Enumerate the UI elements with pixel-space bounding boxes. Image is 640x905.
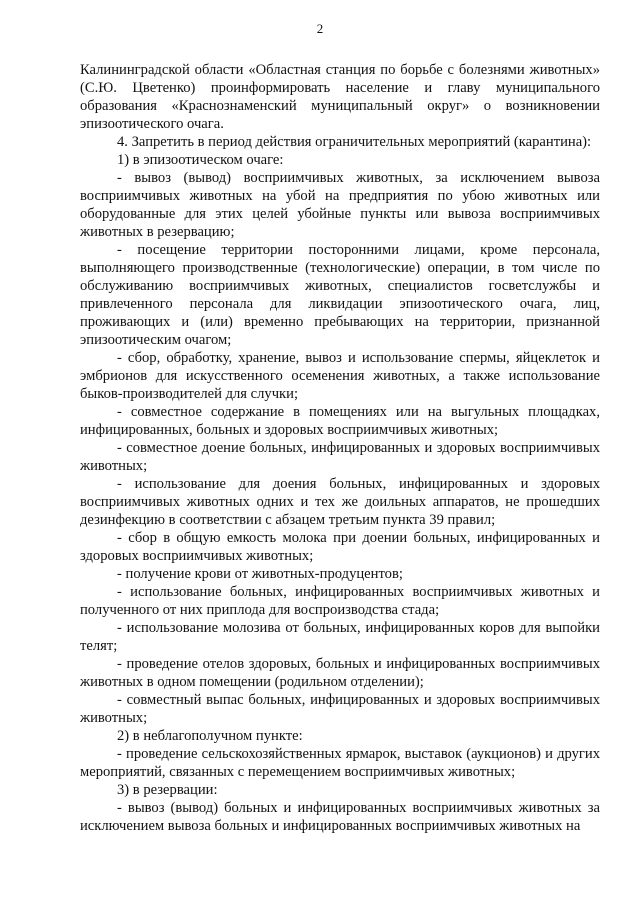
paragraph: - сбор в общую емкость молока при доении больных, инфицированных и здоровых восприимчивых животных;	[80, 530, 600, 564]
paragraph: - получение крови от животных-продуцентов;	[117, 566, 403, 582]
paragraph: - совместное доение больных, инфицированных и здоровых восприимчивых животных;	[80, 440, 600, 474]
paragraph: - посещение территории посторонними лицами, кроме персонала, выполняющего производственные (технологические) операции, в том числе по обслуживанию восприимчивых животных, специалистов госветслужбы и привлеченного персонала для ликвидации эпизоотического очага, лиц, проживающих и (или) временно пребывающих на территории, признанной эпизоотическим очагом;	[80, 242, 600, 348]
paragraph: - сбор, обработку, хранение, вывоз и использование спермы, яйцеклеток и эмбрионов для искусственного осеменения животных, а также использование быков-производителей для случки;	[80, 350, 600, 402]
paragraph: - использование молозива от больных, инфицированных коров для выпойки телят;	[80, 620, 600, 654]
paragraph: - совместный выпас больных, инфицированных и здоровых восприимчивых животных;	[80, 692, 600, 726]
paragraph: - совместное содержание в помещениях или на выгульных площадках, инфицированных, больных и здоровых восприимчивых животных;	[80, 404, 600, 438]
page-number: 2	[316, 21, 324, 36]
paragraph: Калининградской области «Областная станция по борьбе с болезнями животных» (С.Ю. Цветенко) проинформировать население и главу муниципального образования «Краснознаменский муниципальный округ» о возникновении эпизоотического очага.	[80, 62, 600, 132]
paragraph: - использование для доения больных, инфицированных и здоровых восприимчивых животных одних и тех же доильных аппаратов, не прошедших дезинфекцию в соответствии с абзацем третьим пункта 39 правил;	[80, 476, 600, 528]
paragraph: - проведение отелов здоровых, больных и инфицированных восприимчивых животных в одном помещении (родильном отделении);	[80, 656, 600, 690]
document-body	[80, 61, 600, 835]
paragraph: - вывоз (вывод) больных и инфицированных восприимчивых животных за исключением вывоза больных и инфицированных восприимчивых животных на	[80, 800, 600, 834]
paragraph: - проведение сельскохозяйственных ярмарок, выставок (аукционов) и других мероприятий, связанных с перемещением восприимчивых животных;	[80, 746, 600, 780]
paragraph: 4. Запретить в период действия ограничительных мероприятий (карантина):	[117, 134, 592, 150]
paragraph: - вывоз (вывод) восприимчивых животных, за исключением вывоза восприимчивых животных на убой на предприятия по убою животных или оборудованные для этих целей убойные пункты или вывоза восприимчивых животных в резервацию;	[80, 170, 600, 240]
paragraph: 2) в неблагополучном пункте:	[117, 728, 303, 744]
paragraph: - использование больных, инфицированных восприимчивых животных и полученного от них приплода для воспроизводства стада;	[80, 584, 600, 618]
paragraph: 3) в резервации:	[117, 782, 218, 798]
paragraph: 1) в эпизоотическом очаге:	[117, 152, 284, 168]
